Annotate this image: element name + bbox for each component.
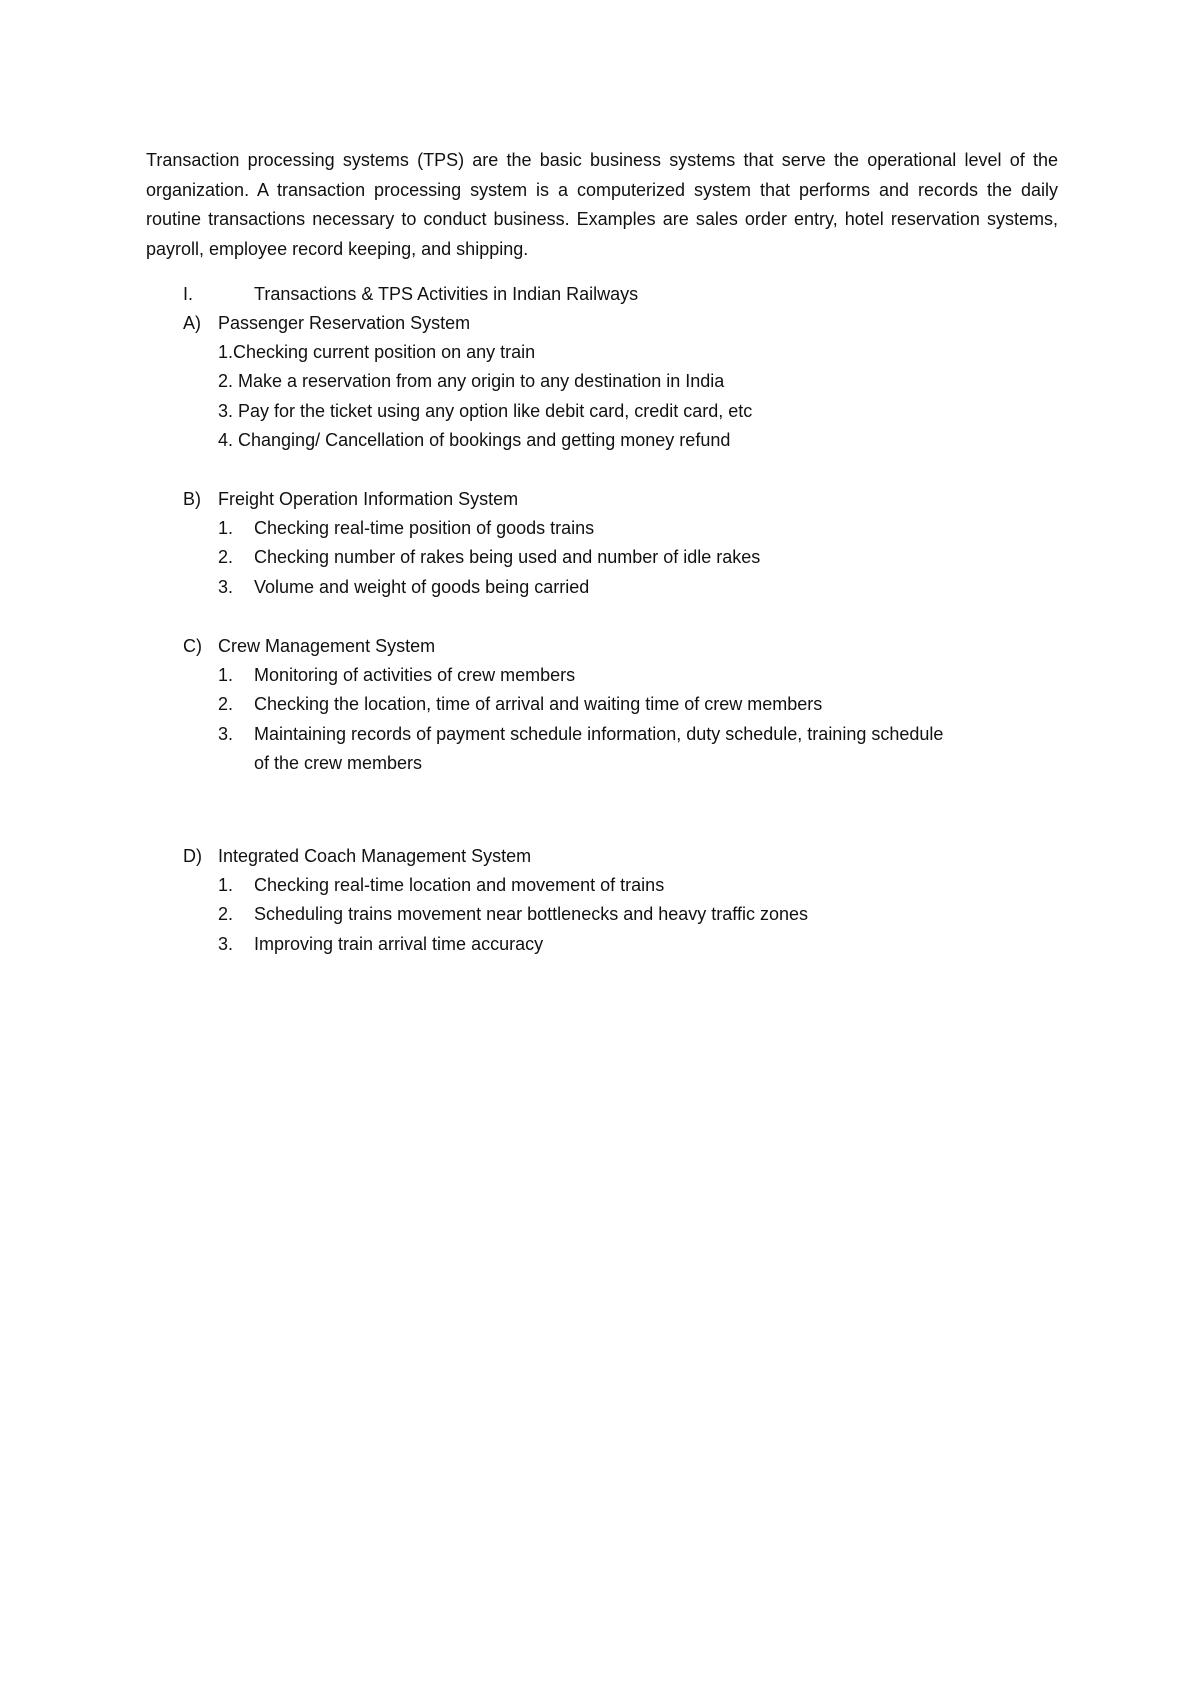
section-a-item: 2. Make a reservation from any origin to any destination in India	[218, 371, 725, 391]
section-b-item-text: Volume and weight of goods being carried	[254, 577, 590, 597]
section-d-item-number: 3.	[218, 934, 234, 954]
intro-paragraph: Transaction processing systems (TPS) are the basic business systems that serve the operational level of the organization. A transaction processing system is a computerized system that performs and records the daily routine transactions necessary to conduct business. Examples are sales order entry, hotel reservation systems, payroll, employee record keeping, and shipping.	[146, 150, 1058, 259]
section-c-item-text: Monitoring of activities of crew members	[254, 665, 576, 685]
section-d-item-number: 2.	[218, 904, 234, 924]
section-b-item-number: 3.	[218, 577, 234, 597]
section-b-title: Freight Operation Information System	[218, 489, 519, 509]
section-c-title: Crew Management System	[218, 636, 436, 656]
section-c-item-number: 1.	[218, 665, 234, 685]
section-a-item: 4. Changing/ Cancellation of bookings and getting money refund	[218, 430, 731, 450]
section-b-item-text: Checking number of rakes being used and number of idle rakes	[254, 547, 761, 567]
section-b-letter: B)	[183, 489, 201, 509]
section-c-item-number: 3.	[218, 724, 234, 744]
section-a-item: 1.Checking current position on any train	[218, 342, 536, 362]
section-b-item-number: 1.	[218, 518, 234, 538]
heading-number: I.	[183, 284, 194, 304]
section-c-letter: C)	[183, 636, 202, 656]
section-c-item-text: Checking the location, time of arrival and waiting time of crew members	[254, 694, 823, 714]
section-c-item-number: 2.	[218, 694, 234, 714]
section-d-item-text: Scheduling trains movement near bottlenecks and heavy traffic zones	[254, 904, 808, 924]
section-a-item: 3. Pay for the ticket using any option like debit card, credit card, etc	[218, 401, 753, 421]
section-a-title: Passenger Reservation System	[218, 313, 471, 333]
section-d-title: Integrated Coach Management System	[218, 846, 532, 866]
section-d-item-number: 1.	[218, 875, 234, 895]
section-d-item-text: Improving train arrival time accuracy	[254, 934, 544, 954]
section-d-letter: D)	[183, 846, 202, 866]
section-c-item-text-continued: of the crew members	[254, 753, 423, 773]
section-d-item-text: Checking real-time location and movement of trains	[254, 875, 665, 895]
section-c-item-text: Maintaining records of payment schedule information, duty schedule, training schedule	[254, 724, 944, 744]
heading-title: Transactions & TPS Activities in Indian Railways	[254, 284, 639, 304]
section-a-letter: A)	[183, 313, 201, 333]
section-b-item-text: Checking real-time position of goods trains	[254, 518, 595, 538]
section-b-item-number: 2.	[218, 547, 234, 567]
